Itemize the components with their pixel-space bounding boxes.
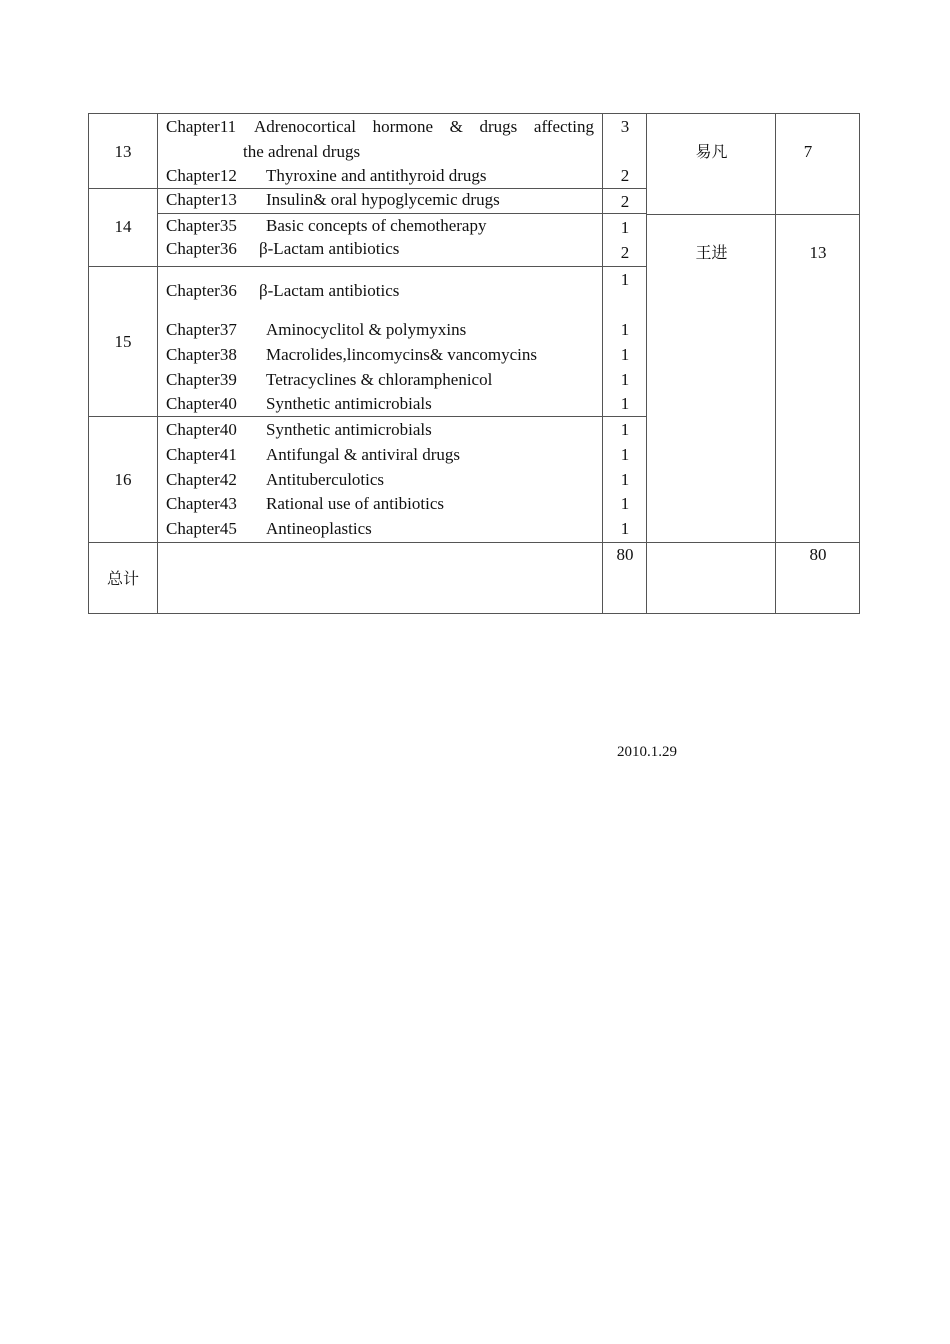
chapter-label: Chapter40	[166, 394, 237, 413]
chapter-title	[254, 117, 594, 137]
hours-cell: 1	[620, 218, 630, 237]
lecturer-name: 王进	[695, 243, 728, 262]
lecturer-divider	[647, 214, 860, 215]
total-hours: 80	[616, 545, 634, 564]
chapter-title: β-Lactam antibiotics	[259, 281, 400, 300]
lecturer-name: 易凡	[695, 142, 728, 161]
chapter-label: Chapter41	[166, 445, 237, 464]
week-number: 14	[114, 217, 132, 236]
row-divider-15-16	[88, 416, 647, 417]
chapter-title: Antituberculotics	[266, 470, 385, 489]
row-divider-14-15	[88, 266, 647, 267]
table-border-right	[859, 113, 860, 614]
chapter-label: Chapter13	[166, 190, 237, 209]
hours-cell: 1	[620, 494, 630, 513]
hours-cell: 1	[620, 345, 630, 364]
chapter-label: Chapter37	[166, 320, 237, 339]
total-label: 总计	[106, 569, 139, 588]
chapter-label: Chapter39	[166, 370, 237, 389]
chapter-title: Macrolides,lincomycins& vancomycins	[266, 345, 537, 364]
chapter-label: Chapter40	[166, 420, 237, 439]
document-date: 2010.1.29	[617, 744, 677, 760]
hours-cell: 2	[620, 243, 630, 262]
chapter-label: Chapter36	[166, 281, 237, 300]
col-divider-lecturer	[775, 113, 776, 614]
chapter-title-continuation: the adrenal drugs	[243, 142, 361, 161]
chapter-label: Chapter12	[166, 166, 237, 185]
row-divider-16-total	[88, 542, 860, 543]
row-divider-14-inner	[158, 213, 647, 214]
table-border-left	[88, 113, 89, 614]
chapter-title: Basic concepts of chemotherapy	[266, 216, 487, 235]
hours-cell: 1	[620, 519, 630, 538]
total-lecturer-hours: 80	[809, 545, 827, 564]
hours-cell: 1	[620, 470, 630, 489]
hours-cell: 1	[620, 445, 630, 464]
hours-cell: 3	[620, 117, 630, 136]
chapter-label: Chapter43	[166, 494, 237, 513]
chapter-title: Antineoplastics	[266, 519, 372, 538]
lecturer-hours: 7	[803, 142, 813, 161]
chapter-title: Antifungal & antiviral drugs	[266, 445, 461, 464]
hours-cell: 2	[620, 166, 630, 185]
chapter-title: Rational use of antibiotics	[266, 494, 444, 513]
chapter-title: Thyroxine and antithyroid drugs	[266, 166, 487, 185]
chapter-label: Chapter35	[166, 216, 237, 235]
hours-cell: 1	[620, 394, 630, 413]
lecturer-hours: 13	[809, 243, 827, 262]
chapter-title: Insulin& oral hypoglycemic drugs	[266, 190, 500, 209]
week-number: 15	[114, 332, 132, 351]
hours-cell: 1	[620, 370, 630, 389]
chapter-label: Chapter11	[166, 117, 237, 136]
col-divider-week	[157, 113, 158, 614]
hours-cell: 1	[620, 420, 630, 439]
chapter-label: Chapter36	[166, 239, 237, 258]
hours-cell: 1	[620, 320, 630, 339]
chapter-label: Chapter45	[166, 519, 237, 538]
table-border-bottom	[88, 613, 860, 614]
week-number: 16	[114, 470, 132, 489]
row-divider-13-14	[88, 188, 647, 189]
chapter-label: Chapter42	[166, 470, 237, 489]
chapter-title: Tetracyclines & chloramphenicol	[266, 370, 493, 389]
chapter-title: Aminocyclitol & polymyxins	[266, 320, 467, 339]
table-border-top	[88, 113, 860, 114]
week-number: 13	[114, 142, 132, 161]
chapter-label: Chapter38	[166, 345, 237, 364]
hours-cell: 2	[620, 192, 630, 211]
chapter-title: Synthetic antimicrobials	[266, 420, 432, 439]
chapter-title-text: Adrenocortical hormone & drugs affecting	[254, 117, 594, 136]
chapter-title: Synthetic antimicrobials	[266, 394, 432, 413]
hours-cell: 1	[620, 270, 630, 289]
chapter-title: β-Lactam antibiotics	[259, 239, 400, 258]
